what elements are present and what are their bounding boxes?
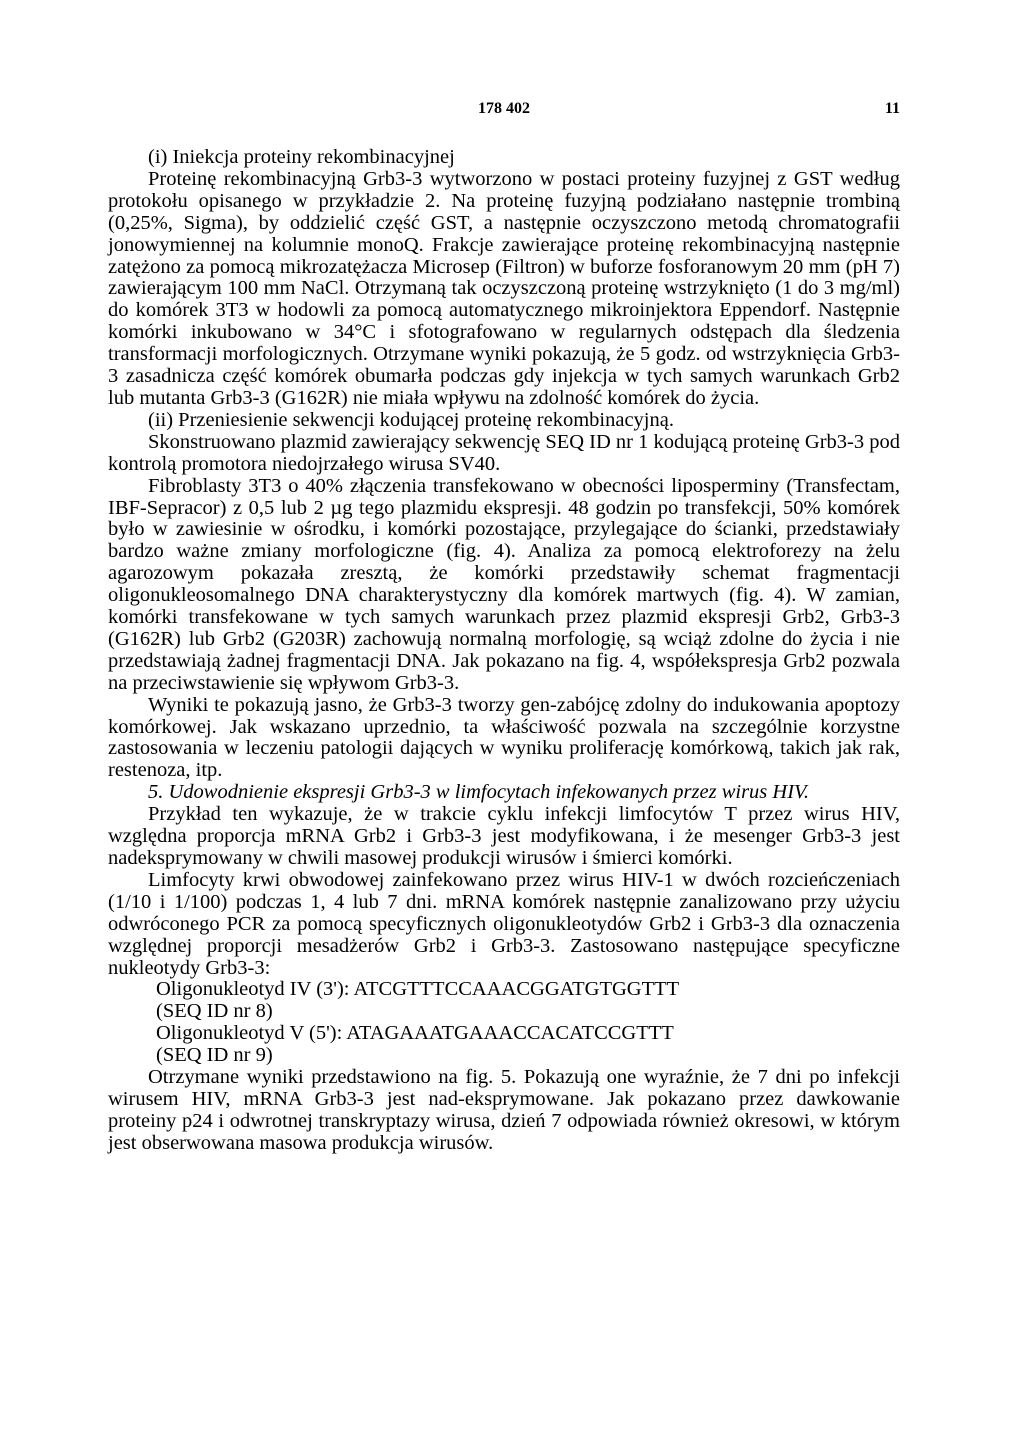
page-header bbox=[108, 100, 900, 124]
paragraph-plasmid: Skonstruowano plazmid zawierający sekwencję SEQ ID nr 1 kodującą proteinę Grb3-3 pod kontrolą promotora niedojrzałego wirusa SV40. bbox=[108, 430, 901, 475]
paragraph-results-apoptosis: Wyniki te pokazują jasno, że Grb3-3 tworzy gen-zabójcę zdolny do indukowania apoptozy komórkowej. Jak wskazano uprzednio, ta właściwość pozwala na szczególnie korzystne zastosowania w leczeniu patologii dających w wyniku proliferację komórkową, takich jak rak, restenoza, itp. bbox=[108, 693, 900, 782]
document-body bbox=[108, 147, 900, 1155]
oligonucleotide-v: Oligonukleotyd V (5'): ATAGAAATGAAACCACATCCGTTT bbox=[156, 1022, 674, 1045]
seq-id-9: (SEQ ID nr 9) bbox=[156, 1044, 273, 1067]
section-heading-transfer: (ii) Przeniesienie sekwencji kodującej proteinę rekombinacyjną. bbox=[148, 408, 674, 431]
paragraph-hiv-example: Przykład ten wykazuje, że w trakcie cyklu infekcji limfocytów T przez wirus HIV, względna proporcja mRNA Grb2 i Grb3-3 jest modyfikowana, i że mesenger Grb3-3 jest nadeksprymowany w chwili masowej produkcji wirusów i śmierci komórki. bbox=[108, 803, 900, 869]
document-number: 178 402 bbox=[478, 100, 530, 117]
section-heading-injection: (i) Iniekcja proteiny rekombinacyjnej bbox=[148, 146, 455, 168]
paragraph-lymphocytes: Limfocyty krwi obwodowej zainfekowano przez wirus HIV-1 w dwóch rozcieńczeniach (1/10 i 1/100) podczas 1, 4 lub 7 dni. mRNA komórek następnie zanalizowano przy użyciu odwróconego PCR za pomocą specyficznych oligonukleotydów Grb2 i Grb3-3 dla oznaczenia względnej proporcji mesadżerów Grb2 i Grb3-3. Zastosowano następujące specyficzne nukleotydy Grb3-3: bbox=[108, 868, 900, 979]
paragraph-injection-method: Proteinę rekombinacyjną Grb3-3 wytworzono w postaci proteiny fuzyjnej z GST według protokołu opisanego w przykładzie 2. Na proteinę fuzyjną podziałano następnie trombiną (0,25%, Sigma), by oddzielić część GST, a następnie oczyszczono metodą chromatografii jonowymiennej na kolumnie monoQ. Frakcje zawierające proteinę rekombinacyjną następnie zatężono za pomocą mikrozatężacza Microsep (Filtron) w buforze fosforanowym 20 mm (pH 7) zawierającym 100 mm NaCl. Otrzymaną tak oczyszczoną proteinę wstrzyknięto (1 do 3 mg/ml) do komórek 3T3 w hodowli za pomocą automatycznego mikroinjektora Eppendorf. Następnie komórki inkubowano w 34°C i sfotografowano w regularnych odstępach dla śledzenia transformacji morfologicznych. Otrzymane wyniki pokazują, że 5 godz. od wstrzyknięcia Grb3-3 zasadnicza część komórek obumarła podczas gdy injekcja w tych samych warunkach Grb2 lub mutanta Grb3-3 (G162R) nie miała wpływu na zdolność komórek do życia. bbox=[108, 167, 900, 409]
paragraph-fibroblasts: Fibroblasty 3T3 o 40% złączenia transfekowano w obecności liposperminy (Transfectam, IBF-Sepracor) z 0,5 lub 2 µg tego plazmidu ekspresji. 48 godzin po transfekcji, 50% komórek było w zawiesinie w ośrodku, i komórki pozostające, przylegające do ścianki, przedstawiały bardzo ważne zmiany morfologiczne (fig. 4). Analiza za pomocą elektroforezy na żelu agarozowym pokazała zresztą, że komórki przedstawiły schemat fragmentacji oligonukleosomalnego DNA charakterystyczny dla komórek martwych (fig. 4). W zamian, komórki transfekowane w tych samych warunkach przez plazmid ekspresji Grb2, Grb3-3 (G162R) lub Grb2 (G203R) zachowują normalną morfologię, są wciąż zdolne do życia i nie przedstawiają żadnej fragmentacji DNA. Jak pokazano na fig. 4, współekspresja Grb2 pozwala na przeciwstawienie się wpływom Grb3-3. bbox=[108, 474, 900, 694]
seq-id-8: (SEQ ID nr 8) bbox=[156, 1000, 273, 1023]
paragraph-conclusion: Otrzymane wyniki przedstawiono na fig. 5. Pokazują one wyraźnie, że 7 dni po infekcji wirusem HIV, mRNA Grb3-3 jest nad-eksprymowane. Jak pokazano przez dawkowanie proteiny p24 i odwrotnej transkryptazy wirusa, dzień 7 odpowiada również okresowi, w którym jest obserwowana masowa produkcja wirusów. bbox=[108, 1066, 900, 1154]
section-heading-hiv: 5. Udowodnienie ekspresji Grb3-3 w limfocytach infekowanych przez wirus HIV. bbox=[148, 781, 810, 804]
oligonucleotide-iv: Oligonukleotyd IV (3'): ATCGTTTCCAAACGGATGTGGTTT bbox=[156, 978, 680, 1001]
page-number: 11 bbox=[884, 100, 900, 117]
